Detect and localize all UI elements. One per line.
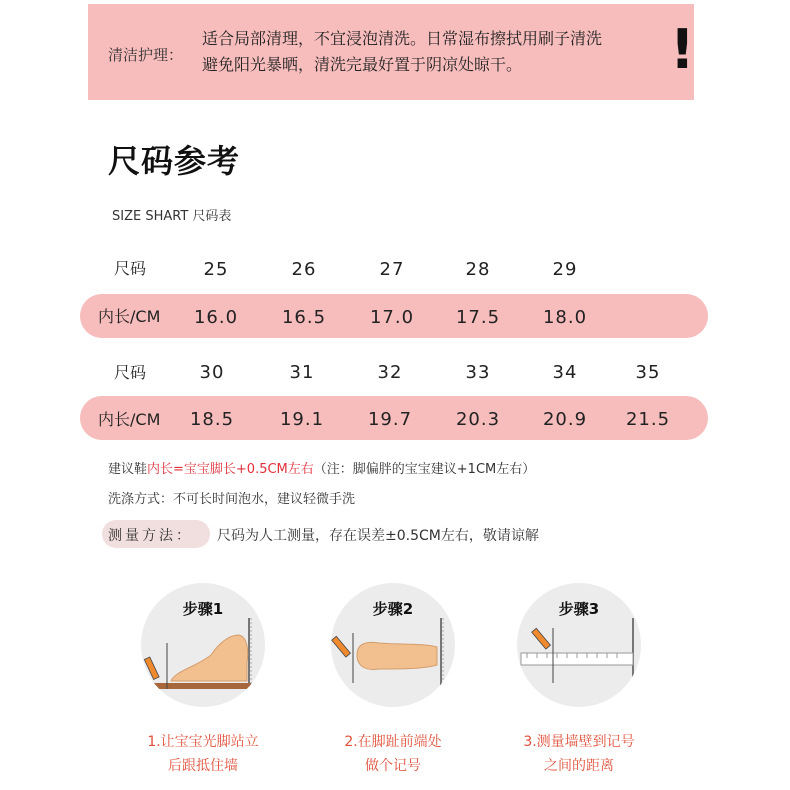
method-text: 尺码为人工测量，存在误差±0.5CM左右，敬请谅解 <box>217 528 539 544</box>
step-3-caption <box>489 730 669 778</box>
length-cell: 19.1 <box>279 409 325 430</box>
size-cell: 33 <box>465 362 491 383</box>
step-1-caption <box>113 730 293 778</box>
size-chart-subtitle: SIZE SHART 尺码表 <box>112 209 232 224</box>
step-2-caption-line1: 2.在脚趾前端处 <box>344 734 442 750</box>
pencil-icon <box>144 657 159 679</box>
pencil-icon <box>532 628 551 649</box>
advice-suffix: （注：脚偏胖的宝宝建议+1CM左右） <box>313 462 536 477</box>
washing-note: 洗涤方式：不可长时间泡水，建议轻微手洗 <box>108 492 356 507</box>
size-cell: 29 <box>552 259 578 280</box>
size-cell: 27 <box>379 259 405 280</box>
fit-advice <box>108 458 535 477</box>
size-cell: 28 <box>465 259 491 280</box>
exclamation-icon: ! <box>670 18 695 81</box>
size-cell: 31 <box>289 362 315 383</box>
step-2-title: 步骤2 <box>372 600 414 618</box>
length-row-label: 内长/CM <box>98 307 161 326</box>
step-3-caption-line2: 之间的距离 <box>544 758 614 774</box>
length-cell: 18.5 <box>189 409 235 430</box>
step-3-caption-line1: 3.测量墙壁到记号 <box>523 734 635 750</box>
size-cell: 34 <box>552 362 578 383</box>
pencil-icon <box>332 636 351 657</box>
size-cell: 32 <box>377 362 403 383</box>
step-2-caption <box>303 730 483 778</box>
size-chart-title: 尺码参考 <box>108 142 241 180</box>
step-2-caption-line2: 做个记号 <box>365 758 421 774</box>
care-line-1: 适合局部清理，不宜浸泡清洗。日常湿布擦拭用刷子清洗 <box>202 29 603 48</box>
step-1-caption-line1: 1.让宝宝光脚站立 <box>147 734 259 750</box>
size-cell: 26 <box>291 259 317 280</box>
method-label: 测量方法： <box>108 528 193 544</box>
length-cell: 20.3 <box>455 409 501 430</box>
size-row-label: 尺码 <box>114 259 147 278</box>
size-cell: 25 <box>203 259 229 280</box>
care-text <box>202 26 602 78</box>
length-cell: 17.5 <box>455 307 501 328</box>
size-cell: 30 <box>199 362 225 383</box>
step-1-caption-line2: 后跟抵住墙 <box>168 758 238 774</box>
length-row-label: 内长/CM <box>98 410 161 429</box>
length-cell: 17.0 <box>369 307 415 328</box>
length-cell: 19.7 <box>367 409 413 430</box>
care-label: 清洁护理： <box>108 46 184 64</box>
length-cell: 21.5 <box>625 409 671 430</box>
advice-prefix: 建议鞋 <box>108 462 148 477</box>
length-cell: 20.9 <box>542 409 588 430</box>
length-cell: 16.5 <box>281 307 327 328</box>
length-cell: 18.0 <box>542 307 588 328</box>
care-line-2: 避免阳光暴晒，清洗完最好置于阴凉处晾干。 <box>202 55 523 74</box>
size-cell: 35 <box>635 362 661 383</box>
step-3-title: 步骤3 <box>558 600 600 618</box>
length-cell: 16.0 <box>193 307 239 328</box>
size-row-label: 尺码 <box>114 363 147 382</box>
advice-formula: 内长=宝宝脚长+0.5CM左右 <box>147 462 314 477</box>
step-1-title: 步骤1 <box>182 600 224 618</box>
